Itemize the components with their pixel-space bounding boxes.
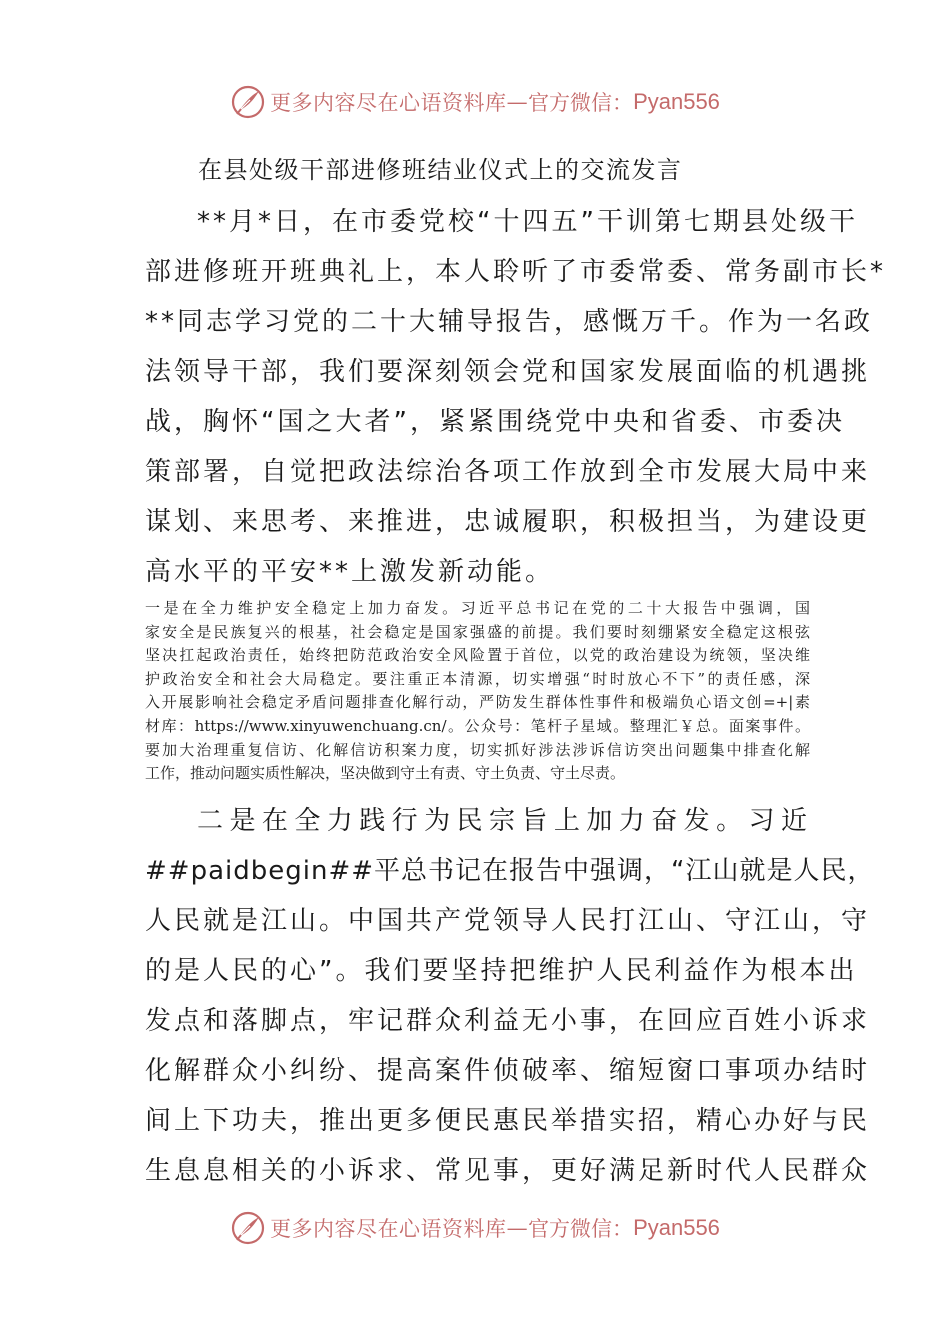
banner-text: 更多内容尽在心语资料库 [270,91,507,115]
paragraph-point-one [145,597,810,786]
quill-logo-icon [230,1210,266,1246]
paragraph-line: 策部署，自觉把政法综治各项工作放到全市发展大局中来 [145,457,871,487]
paragraph-line: 二是在全力践行为民宗旨上加力奋发。习近 [197,806,810,836]
banner-wechat-id: Pyan556 [633,89,720,114]
footer-banner [0,1206,950,1250]
paragraph-line: 生息息相关的小诉求、常见事，更好满足新时代人民群众 [145,1156,871,1186]
paragraph-line: 高水平的平安**上激发新动能。 [145,557,555,587]
paragraph-line: 一是在全力维护安全稳定上加力奋发。习近平总书记在党的二十大报告中强调，国 [145,599,810,617]
paragraph-point-two [145,796,875,1196]
paragraph-line: 护政治安全和社会大局稳定。要注重正本清源，切实增强“时时放心不下”的责任感，深 [145,669,810,688]
banner-wechat-label: 官方微信： [528,91,634,115]
page-title: 在县处级干部进修班结业仪式上的交流发言 [198,156,683,184]
paragraph-line: 战，胸怀“国之大者”，紧紧围绕党中央和省委、市委决 [145,407,845,437]
quill-logo-icon [230,84,266,120]
banner-dash: — [506,90,529,114]
paragraph-line: 材库：https://www.xinyuwenchuang.cn/。公众号：笔杆子星域。整理汇￥总。面案事件。 [145,716,810,735]
banner-dash: — [506,1216,529,1240]
paragraph-line: 间上下功夫，推出更多便民惠民举措实招，精心办好与民 [145,1106,871,1136]
paragraph-line: 要加大治理重复信访、化解信访积案力度，切实抓好涉法涉诉信访突出问题集中排查化解 [145,740,810,759]
paragraph-line: 化解群众小纠纷、提高案件侦破率、缩短窗口事项办结时 [145,1056,871,1086]
paragraph-line: 工作，推动问题实质性解决，坚决做到守土有责、守土负责、守土尽责。 [145,764,626,783]
banner-text: 更多内容尽在心语资料库 [270,1217,507,1241]
paragraph-line: 人民就是江山。中国共产党领导人民打江山、守江山，守 [145,906,871,936]
paragraph-line: 部进修班开班典礼上，本人聆听了市委常委、常务副市长* [145,257,887,287]
paragraph-line: 家安全是民族复兴的根基，社会稳定是国家强盛的前提。我们要时刻绷紧安全稳定这根弦 [145,622,810,641]
banner-wechat-label: 官方微信： [528,1217,634,1241]
paragraph-line: 法领导干部，我们要深刻领会党和国家发展面临的机遇挑 [145,357,871,387]
paragraph-line: **同志学习党的二十大辅导报告，感慨万千。作为一名政 [145,307,874,337]
banner-wechat-id: Pyan556 [633,1215,720,1240]
paragraph-line: 谋划、来思考、来推进，忠诚履职，积极担当，为建设更 [145,507,871,537]
paragraph-intro [145,197,887,597]
paragraph-line: 发点和落脚点，牢记群众利益无小事，在回应百姓小诉求 [145,1006,871,1036]
paragraph-line: 入开展影响社会稳定矛盾问题排查化解行动，严防发生群体性事件和极端负心语文创=+|素 [145,693,810,712]
paragraph-line: **月*日，在市委党校“十四五”干训第七期县处级干 [197,207,858,237]
paragraph-line: ##paidbegin##平总书记在报告中强调，“江山就是人民， [145,856,875,886]
paragraph-line: 的是人民的心”。我们要坚持把维护人民利益作为根本出 [145,956,858,986]
header-banner [0,80,950,124]
paragraph-line: 坚决扛起政治责任，始终把防范政治安全风险置于首位，以党的政治建设为统领，坚决维 [145,646,810,665]
